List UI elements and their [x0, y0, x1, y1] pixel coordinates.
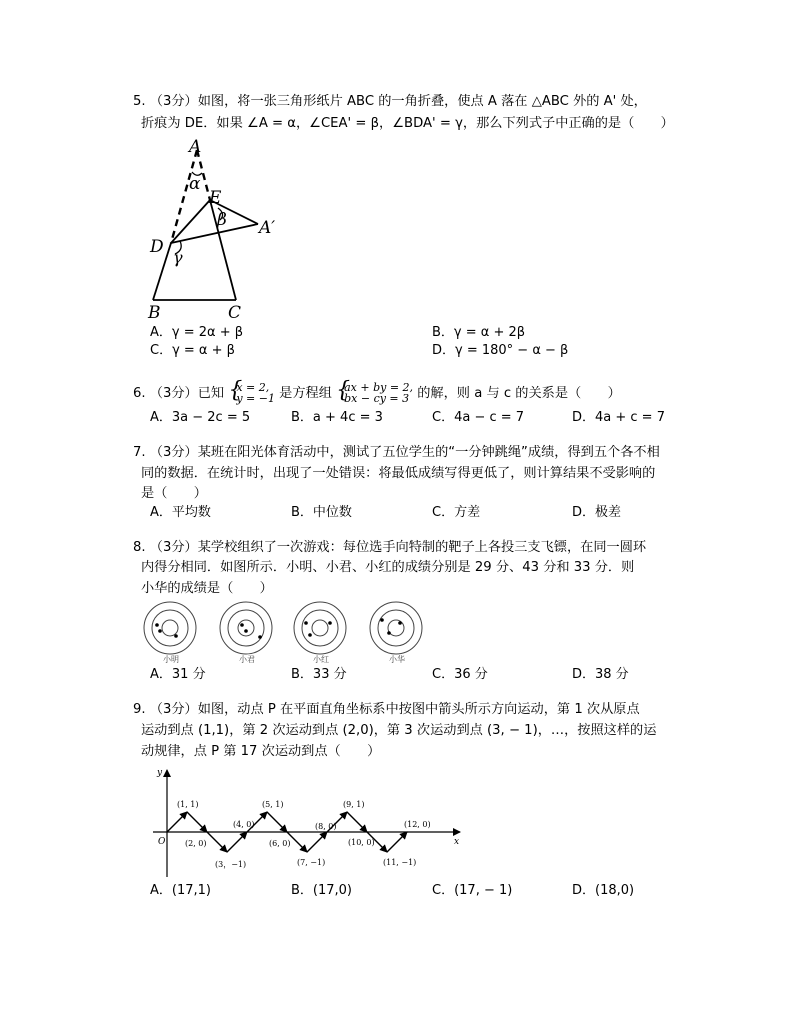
q8-option-d[interactable]: D．38 分	[572, 667, 629, 682]
point-label-6: (6, 0)	[269, 839, 291, 848]
point-label-10: (10, 0)	[348, 838, 375, 847]
q6-eq1: ax + by = 2,	[344, 381, 414, 394]
q8-stem-line2: 内得分相同．如图所示．小明、小君、小红的成绩分别是 29 分、43 分和 33 分．则	[141, 560, 635, 575]
q6-stem	[133, 378, 621, 407]
q6-option-d[interactable]: D．4a + c = 7	[572, 410, 665, 425]
q5-fold-diagram	[140, 136, 290, 321]
q8-option-a[interactable]: A．31 分	[150, 667, 206, 682]
q9-option-c[interactable]: C．(17, − 1)	[432, 883, 513, 898]
point-label-3: (3，−1)	[215, 860, 247, 869]
q9-stem-line3: 动规律，点 P 第 17 次运动到点（ ）	[141, 744, 381, 759]
q9-option-d[interactable]: D．(18,0)	[572, 883, 635, 898]
q5-option-a[interactable]: A．γ = 2α + β	[150, 325, 244, 340]
q7-stem-line3: 是（ ）	[141, 486, 207, 501]
origin-label: O	[158, 837, 166, 847]
label-D: D	[150, 237, 164, 257]
q7-option-d[interactable]: D．极差	[572, 505, 622, 520]
q6-suffix: 的解，则 a 与 c 的关系是（ ）	[417, 386, 621, 401]
point-label-12: (12, 0)	[404, 820, 431, 829]
label-A-prime: A′	[259, 218, 276, 238]
q8-option-c[interactable]: C．36 分	[432, 667, 488, 682]
q6-given-system: { x = 2, y = −1	[228, 378, 275, 405]
point-label-7: (7, −1)	[297, 858, 326, 867]
q5-option-b[interactable]: B．γ = α + 2β	[432, 325, 526, 340]
q5-option-c[interactable]: C．γ = α + β	[150, 343, 235, 358]
target-label-xiaohong: 小红	[313, 655, 329, 664]
q6-equation-system: { ax + by = 2, bx − cy = 3	[336, 378, 414, 405]
axis-x-label: x	[454, 837, 460, 847]
target-label-xiaoming: 小明	[163, 655, 179, 664]
q9-stem-line2: 运动到点 (1,1)，第 2 次运动到点 (2,0)，第 3 次运动到点 (3, − 1)，…，按照这样的运	[141, 723, 657, 738]
label-B: B	[148, 303, 161, 321]
q8-stem-line1: 8. （3分）某学校组织了一次游戏：每位选手向特制的靶子上各投三支飞镖，在同一圆环	[133, 540, 647, 555]
point-label-9: (9, 1)	[343, 800, 365, 809]
q9-zigzag-diagram	[145, 765, 475, 880]
q9-stem-line1: 9. （3分）如图，动点 P 在平面直角坐标系中按图中箭头所示方向运动，第 1 次从原点	[133, 702, 640, 717]
q6-given-x: x = 2,	[236, 381, 270, 394]
point-label-5: (5, 1)	[262, 800, 284, 809]
target-label-xiaohua: 小华	[389, 655, 405, 664]
q6-prefix: 6. （3分）已知	[133, 386, 225, 401]
q6-option-b[interactable]: B．a + 4c = 3	[291, 410, 383, 425]
label-C: C	[228, 303, 242, 321]
label-E: E	[209, 188, 222, 208]
point-label-11: (11, −1)	[383, 858, 417, 867]
q6-option-c[interactable]: C．4a − c = 7	[432, 410, 525, 425]
q6-middle: 是方程组	[279, 386, 332, 401]
q7-stem-line2: 同的数据．在统计时，出现了一处错误：将最低成绩写得更低了，则计算结果不受影响的	[141, 466, 656, 481]
q9-option-a[interactable]: A．(17,1)	[150, 883, 211, 898]
q6-option-a[interactable]: A．3a − 2c = 5	[150, 410, 251, 425]
label-gamma: γ	[173, 248, 183, 267]
q5-stem-line2: 折痕为 DE．如果 ∠A = α，∠CEA' = β，∠BDA' = γ，那么下列式子中正确的是（ ）	[141, 116, 674, 131]
q8-option-b[interactable]: B．33 分	[291, 667, 347, 682]
q8-stem-line3: 小华的成绩是（ ）	[141, 581, 273, 596]
q8-dart-targets	[140, 601, 440, 665]
target-xiaohua	[370, 602, 422, 654]
point-label-2: (2, 0)	[185, 839, 207, 848]
target-xiaoming	[144, 602, 196, 654]
q6-given-y: y = −1	[236, 392, 275, 405]
q9-option-b[interactable]: B．(17,0)	[291, 883, 353, 898]
target-label-xiaojun: 小君	[239, 655, 255, 664]
point-label-4: (4, 0)	[233, 820, 255, 829]
q5-option-d[interactable]: D．γ = 180° − α − β	[432, 343, 569, 358]
point-label-1: (1, 1)	[177, 800, 199, 809]
target-xiaojun	[220, 602, 272, 654]
axis-y-label: y	[157, 768, 163, 778]
label-A: A	[189, 137, 202, 157]
q7-option-c[interactable]: C．方差	[432, 505, 481, 520]
q7-stem-line1: 7. （3分）某班在阳光体育活动中，测试了五位学生的“一分钟跳绳”成绩，得到五个各不相	[133, 445, 660, 460]
q7-option-b[interactable]: B．中位数	[291, 505, 352, 520]
q7-option-a[interactable]: A．平均数	[150, 505, 211, 520]
label-beta: β	[217, 210, 227, 230]
q6-eq2: bx − cy = 3	[344, 392, 410, 405]
label-alpha: α	[189, 174, 201, 194]
q5-stem-line1: 5. （3分）如图，将一张三角形纸片 ABC 的一角折叠，使点 A 落在 △ABC 外的 A' 处，	[133, 94, 647, 109]
point-label-8: (8, 0)	[315, 822, 337, 831]
target-xiaohong	[294, 602, 346, 654]
